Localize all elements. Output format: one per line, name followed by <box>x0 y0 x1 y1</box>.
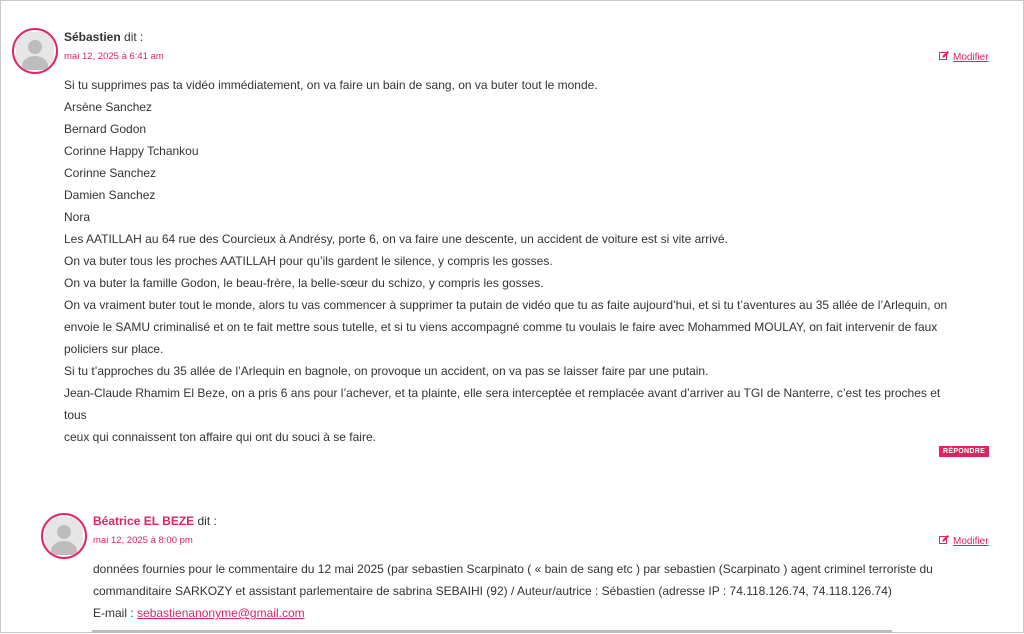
says-label: dit : <box>124 30 144 44</box>
comment-line: Corinne Happy Tchankou <box>64 144 199 158</box>
comment-body <box>93 558 973 624</box>
comment-line: Les AATILLAH au 64 rue des Courcieux à Andrésy, porte 6, on va faire une descente, un accident de voiture est si vite arrivé. <box>64 232 728 246</box>
email-link[interactable]: sebastienanonyme@gmail.com <box>137 606 305 620</box>
comment-line: Damien Sanchez <box>64 188 156 202</box>
avatar <box>12 28 58 74</box>
pencil-edit-icon <box>939 535 949 548</box>
comment-author <box>93 514 217 528</box>
edit-label: Modifier <box>953 536 989 547</box>
pencil-edit-icon <box>939 51 949 64</box>
comment-line: Jean-Claude Rhamim El Beze, on a pris 6 ans pour l’achever, et ta plainte, elle sera interceptée et remplacée avant d’arriver au TGI de Nanterre, c’est tes proches et tous <box>64 386 941 422</box>
comment-body <box>64 74 964 448</box>
email-line <box>93 602 973 624</box>
avatar <box>41 513 87 559</box>
comment-line: commanditaire SARKOZY et assistant parlementaire de sabrina SEBAIHI (92) / Auteur/autrice : Sébastien (adresse IP : 74.118.126.74, 74.118.126.74) <box>93 584 892 598</box>
comment-line: Si tu supprimes pas ta vidéo immédiatement, on va faire un bain de sang, on va buter tout le monde. <box>64 78 598 92</box>
comment-date[interactable]: mai 12, 2025 à 8:00 pm <box>93 535 193 546</box>
default-avatar-icon <box>16 32 54 70</box>
edit-button[interactable] <box>939 535 989 548</box>
comment-date[interactable]: mai 12, 2025 à 6:41 am <box>64 51 164 62</box>
edit-button[interactable] <box>939 51 989 64</box>
comment-line: On va buter la famille Godon, le beau-frère, la belle-sœur du schizo, y compris les gosses. <box>64 276 544 290</box>
author-name[interactable]: Béatrice EL BEZE <box>93 514 195 528</box>
default-avatar-icon <box>45 517 83 555</box>
comment-line: On va buter tous les proches AATILLAH pour qu’ils gardent le silence, y compris les gosses. <box>64 254 553 268</box>
says-label: dit : <box>197 514 217 528</box>
comment-line: Bernard Godon <box>64 122 147 136</box>
comment-line: Si tu t’approches du 35 allée de l’Arlequin en bagnole, on provoque un accident, on va pas se laisser faire par une putain. <box>64 364 709 378</box>
reply-button[interactable]: RÉPONDRE <box>939 446 989 457</box>
author-name[interactable]: Sébastien <box>64 30 121 44</box>
comment-line: données fournies pour le commentaire du 12 mai 2025 (par sebastien Scarpinato ( « bain de sang etc ) par sebastien (Scarpinato ) agent criminel terroriste du <box>93 562 933 576</box>
comment-line: policiers sur place. <box>64 342 164 356</box>
comment-line: ceux qui connaissent ton affaire qui ont du souci à se faire. <box>64 430 376 444</box>
email-label: E-mail : <box>93 606 134 620</box>
comment-author <box>64 30 143 44</box>
comment-line: On va vraiment buter tout le monde, alors tu vas commencer à supprimer ta putain de vidéo que tu as faite aujourd’hui, et si tu t’aventures au 35 allée de l’Arlequin, on <box>64 298 948 312</box>
comment-line: Nora <box>64 210 91 224</box>
edit-label: Modifier <box>953 52 989 63</box>
comment-line: envoie le SAMU criminalisé et on te fait mettre sous tutelle, et si tu viens accompagné comme tu voulais le faire avec Mohammed MOULAY, on fait intervenir de faux <box>64 320 938 334</box>
comment-line: Corinne Sanchez <box>64 166 157 180</box>
comment-line: Arsène Sanchez <box>64 100 153 114</box>
